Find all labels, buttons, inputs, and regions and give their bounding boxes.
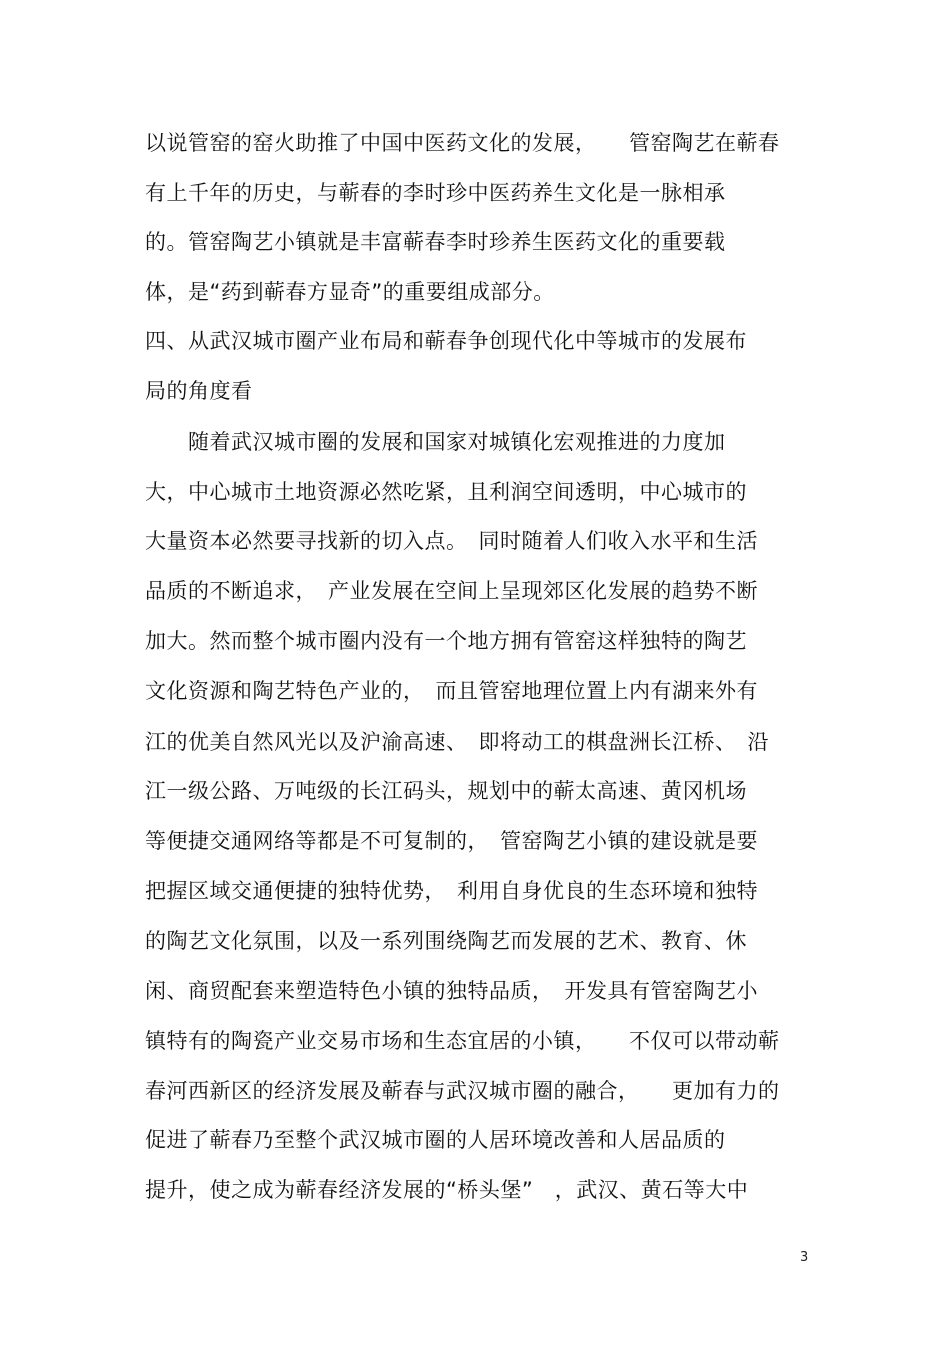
- text-line: 春河西新区的经济发展及蕲春与武汉城市圈的融合， 更加有力的: [145, 1079, 780, 1103]
- text-line: 江的优美自然风光以及沪渝高速、 即将动工的棋盘洲长江桥、 沿: [145, 730, 769, 754]
- text-line: 把握区域交通便捷的独特优势， 利用自身优良的生态环境和独特: [145, 879, 758, 903]
- text-line: 随着武汉城市圈的发展和国家对城镇化宏观推进的力度加: [145, 430, 726, 454]
- text-line: 促进了蕲春乃至整个武汉城市圈的人居环境改善和人居品质的: [145, 1128, 726, 1152]
- text-line: 以说管窑的窑火助推了中国中医药文化的发展， 管窑陶艺在蕲春: [145, 131, 780, 155]
- section-heading-line: 局的角度看: [145, 379, 253, 403]
- text-line: 的。管窑陶艺小镇就是丰富蕲春李时珍养生医药文化的重要载: [145, 230, 726, 254]
- text-line: 有上千年的历史，与蕲春的李时珍中医药养生文化是一脉相承: [145, 181, 726, 205]
- text-line: 文化资源和陶艺特色产业的， 而且管窑地理位置上内有湖来外有: [145, 679, 758, 703]
- text-line: 镇特有的陶瓷产业交易市场和生态宜居的小镇， 不仅可以带动蕲: [145, 1029, 780, 1053]
- text-line: 加大。然而整个城市圈内没有一个地方拥有管窑这样独特的陶艺: [145, 629, 747, 653]
- text-line: 大量资本必然要寻找新的切入点。 同时随着人们收入水平和生活: [145, 529, 758, 553]
- text-line: 大，中心城市土地资源必然吃紧，且利润空间透明，中心城市的: [145, 480, 747, 504]
- text-line: 的陶艺文化氛围，以及一系列围绕陶艺而发展的艺术、教育、休: [145, 929, 747, 953]
- text-line: 提升，使之成为蕲春经济发展的“桥头堡” ，武汉、黄石等大中: [145, 1178, 749, 1202]
- text-line: 品质的不断追求， 产业发展在空间上呈现郊区化发展的趋势不断: [145, 579, 758, 603]
- text-line: 体，是“药到蕲春方显奇”的重要组成部分。: [145, 280, 555, 304]
- page-number: 3: [800, 1250, 809, 1265]
- text-line: 等便捷交通网络等都是不可复制的， 管窑陶艺小镇的建设就是要: [145, 829, 758, 853]
- section-heading-line: 四、从武汉城市圈产业布局和蕲春争创现代化中等城市的发展布: [145, 329, 747, 353]
- text-line: 闲、商贸配套来塑造特色小镇的独特品质， 开发具有管窑陶艺小: [145, 979, 758, 1003]
- text-line: 江一级公路、万吨级的长江码头，规划中的蕲太高速、黄冈机场: [145, 779, 747, 803]
